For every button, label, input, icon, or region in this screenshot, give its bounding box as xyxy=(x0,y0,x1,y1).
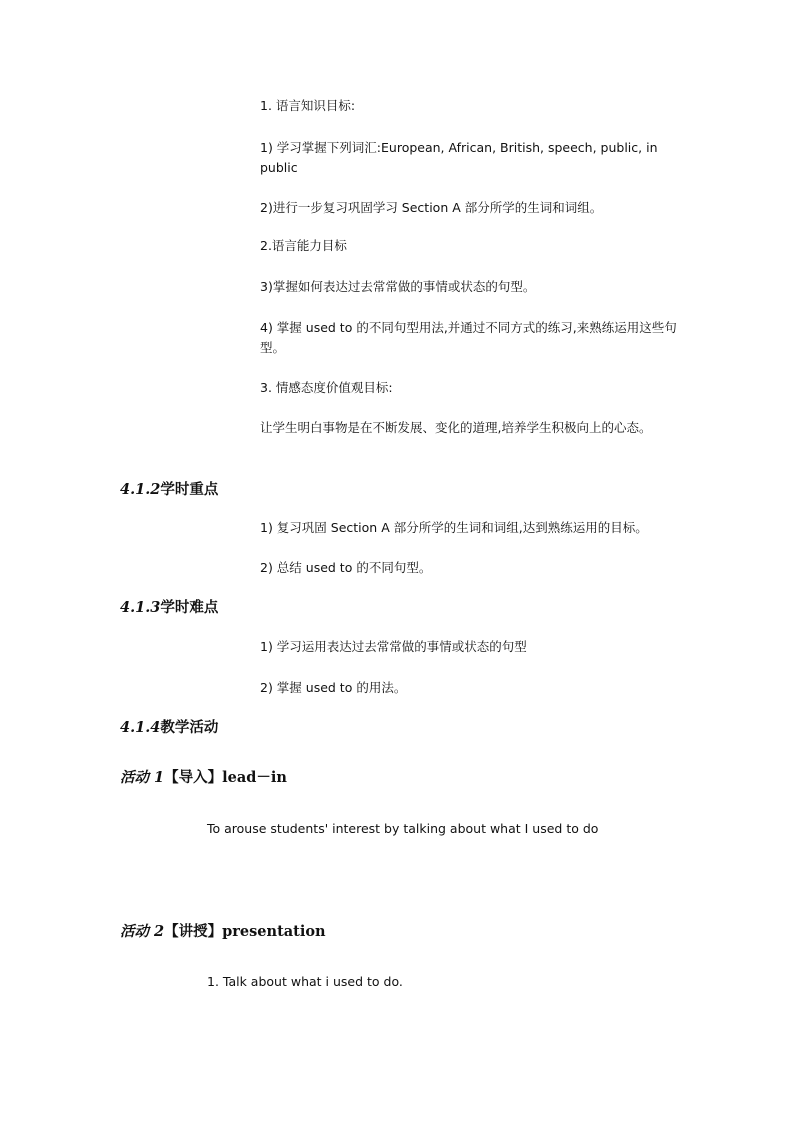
objective-used-to-item: 4) 掌握 used to 的不同句型用法,并通过不同方式的练习,来熟练运用这些句型。 xyxy=(260,320,677,355)
activity-1-content: To arouse students' interest by talking about what I used to do xyxy=(207,821,599,836)
activity-2-title: 【讲授】presentation xyxy=(164,923,326,940)
objective-review-item: 2)进行一步复习巩固学习 Section A 部分所学的生词和词组。 xyxy=(260,200,603,215)
objective-sentence-pattern-item: 3)掌握如何表达过去常常做的事情或状态的句型。 xyxy=(260,279,536,294)
activity-1-label: 活动 1 xyxy=(120,769,165,786)
key-point-item: 2) 总结 used to 的不同句型。 xyxy=(260,560,432,575)
key-points-heading-text: 学时重点 xyxy=(160,481,219,498)
teaching-activities-heading xyxy=(120,718,218,738)
activity-1-heading xyxy=(120,768,287,788)
difficulty-item: 1) 学习运用表达过去常常做的事情或状态的句型 xyxy=(260,639,527,654)
difficulties-heading-number: 4.1.3 xyxy=(120,599,161,616)
difficulty-item: 2) 掌握 used to 的用法。 xyxy=(260,680,407,695)
objective-language-ability-title: 2.语言能力目标 xyxy=(260,238,347,253)
activity-2-heading xyxy=(120,922,326,942)
objective-language-knowledge-title: 1. 语言知识目标: xyxy=(260,98,356,113)
objective-attitude-title: 3. 情感态度价值观目标: xyxy=(260,380,393,395)
activity-2-label: 活动 2 xyxy=(120,923,165,940)
objective-vocabulary-item: 1) 学习掌握下列词汇:European, African, British, speech, public, in public xyxy=(260,140,658,175)
activity-1-title: 【导入】lead－in xyxy=(164,769,287,786)
activity-2-content: 1. Talk about what i used to do. xyxy=(207,974,403,989)
difficulties-heading-text: 学时难点 xyxy=(160,599,219,616)
objective-attitude-content: 让学生明白事物是在不断发展、变化的道理,培养学生积极向上的心态。 xyxy=(260,420,652,435)
teaching-activities-heading-text: 教学活动 xyxy=(160,719,219,736)
key-points-heading xyxy=(120,480,218,500)
key-points-heading-number: 4.1.2 xyxy=(120,481,161,498)
teaching-activities-heading-number: 4.1.4 xyxy=(120,719,161,736)
difficulties-heading xyxy=(120,598,218,618)
key-point-item: 1) 复习巩固 Section A 部分所学的生词和词组,达到熟练运用的目标。 xyxy=(260,520,648,535)
